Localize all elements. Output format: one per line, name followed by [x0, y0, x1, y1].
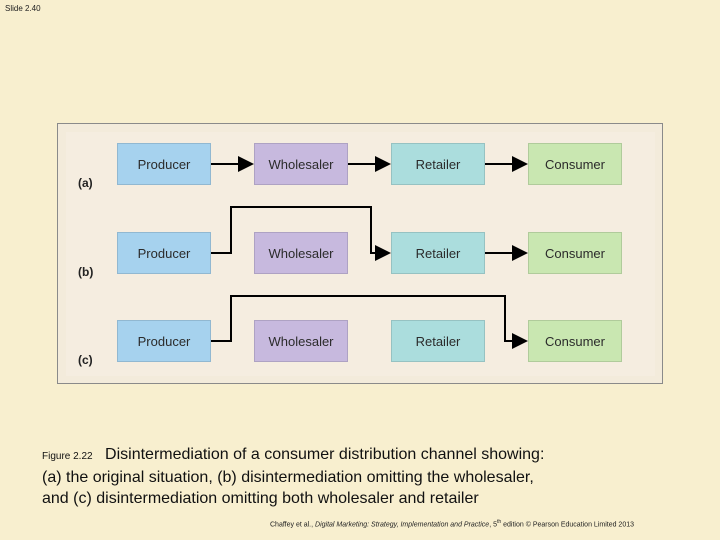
caption-line-2: (a) the original situation, (b) disintermediation omitting the wholesaler,: [42, 469, 534, 486]
row-a-wholesaler-box: Wholesaler: [254, 143, 348, 185]
credit-edition-suffix: th: [497, 519, 502, 525]
row-a-producer-box: Producer: [117, 143, 211, 185]
caption-line-1: [42, 444, 662, 467]
row-c-retailer-box: Retailer: [391, 320, 485, 362]
caption-title: Disintermediation of a consumer distribution channel showing:: [105, 446, 545, 463]
row-b-label: (b): [78, 265, 94, 279]
slide-number: Slide 2.40: [5, 4, 41, 13]
credit-book-title: Digital Marketing: Strategy, Implementation and Practice: [315, 521, 490, 529]
row-c-producer-box: Producer: [117, 320, 211, 362]
credit-tail: edition © Pearson Education Limited 2013: [503, 521, 634, 529]
caption-prefix: Figure 2.22: [42, 451, 93, 462]
row-a-consumer-box: Consumer: [528, 143, 622, 185]
credit-edition-number: 5: [493, 521, 498, 529]
credit-authors: Chaffey et al.,: [270, 521, 314, 529]
row-c-label: (c): [78, 353, 93, 367]
source-credit: Chaffey et al., Digital Marketing: Strategy, Implementation and Practice, 5th edition © Pearson Education Limited 2013: [270, 519, 634, 529]
row-b-producer-box: Producer: [117, 232, 211, 274]
row-b-consumer-box: Consumer: [528, 232, 622, 274]
row-b-wholesaler-box: Wholesaler: [254, 232, 348, 274]
row-a-label: (a): [78, 176, 93, 190]
row-b-retailer-box: Retailer: [391, 232, 485, 274]
row-c-consumer-box: Consumer: [528, 320, 622, 362]
row-a-retailer-box: Retailer: [391, 143, 485, 185]
caption-line-3: and (c) disintermediation omitting both wholesaler and retailer: [42, 490, 479, 507]
figure-caption: [42, 444, 662, 509]
row-c-wholesaler-box: Wholesaler: [254, 320, 348, 362]
